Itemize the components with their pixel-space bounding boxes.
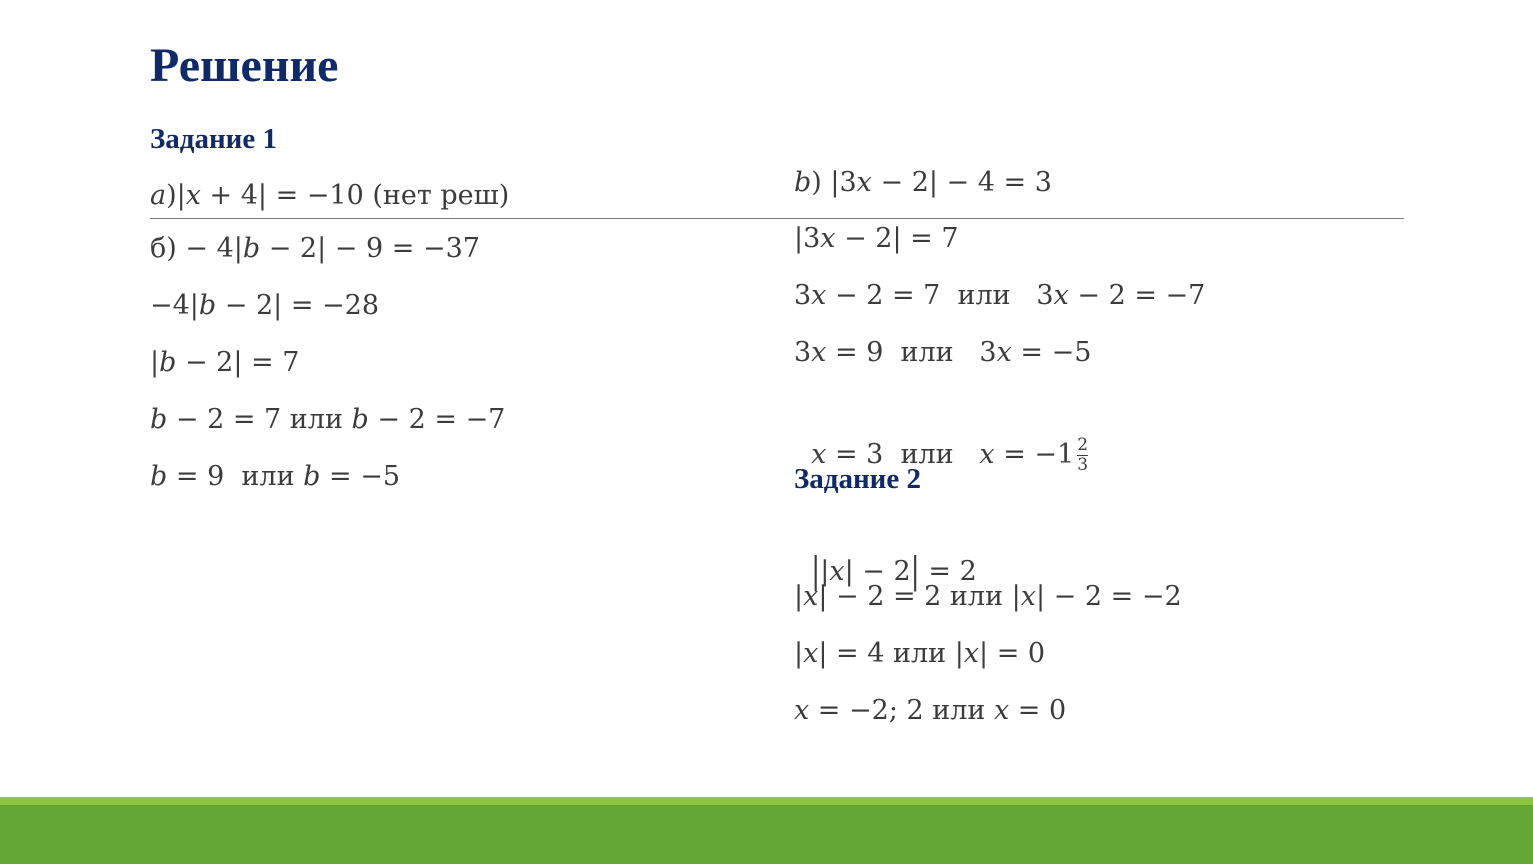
divider-line bbox=[150, 218, 1404, 219]
task2-line: |𝑥| − 2 = 2 или |𝑥| − 2 = −2 bbox=[794, 581, 1182, 612]
task2-line: |𝑥| = 4 или |𝑥| = 0 bbox=[794, 638, 1046, 669]
footer-bar bbox=[0, 805, 1533, 864]
task2-heading: Задание 2 bbox=[794, 463, 922, 495]
task1-b-line: 𝑏 − 2 = 7 или 𝑏 − 2 = −7 bbox=[150, 404, 506, 435]
fraction-numerator: 2 bbox=[1077, 435, 1089, 455]
equation-rest: = 2 bbox=[919, 556, 977, 587]
fraction bbox=[1077, 436, 1088, 475]
slide-title: Решение bbox=[150, 39, 339, 92]
footer-accent-stripe bbox=[0, 797, 1533, 805]
inner-expression: |𝑥| − 2 bbox=[820, 556, 911, 587]
task1-v-answer-text: 𝑥 = 3 или 𝑥 = −1 bbox=[811, 439, 1075, 470]
fraction-denominator: 3 bbox=[1077, 455, 1089, 475]
task1-v-line: 𝑏) |3𝑥 − 2| − 4 = 3 bbox=[794, 167, 1052, 198]
task1-v-line: 3𝑥 − 2 = 7 или 3𝑥 − 2 = −7 bbox=[794, 280, 1206, 311]
task2-line: 𝑥 = −2; 2 или 𝑥 = 0 bbox=[794, 695, 1067, 726]
task1-heading: Задание 1 bbox=[150, 123, 278, 155]
task2-line bbox=[794, 521, 977, 593]
outer-abs-right: | bbox=[910, 550, 920, 593]
task1-b-line: б) − 4|𝑏 − 2| − 9 = −37 bbox=[150, 233, 480, 264]
task1-a-equation: 𝑎)|𝑥 + 4| = −10 (нет реш) bbox=[150, 180, 510, 211]
task1-b-line: −4|𝑏 − 2| = −28 bbox=[150, 290, 380, 321]
task1-b-line: |𝑏 − 2| = 7 bbox=[150, 347, 300, 378]
task1-v-line: 3𝑥 = 9 или 3𝑥 = −5 bbox=[794, 337, 1092, 368]
task1-b-line: 𝑏 = 9 или 𝑏 = −5 bbox=[150, 461, 401, 492]
task1-v-line: |3𝑥 − 2| = 7 bbox=[794, 223, 959, 254]
outer-abs-left: | bbox=[811, 550, 821, 593]
